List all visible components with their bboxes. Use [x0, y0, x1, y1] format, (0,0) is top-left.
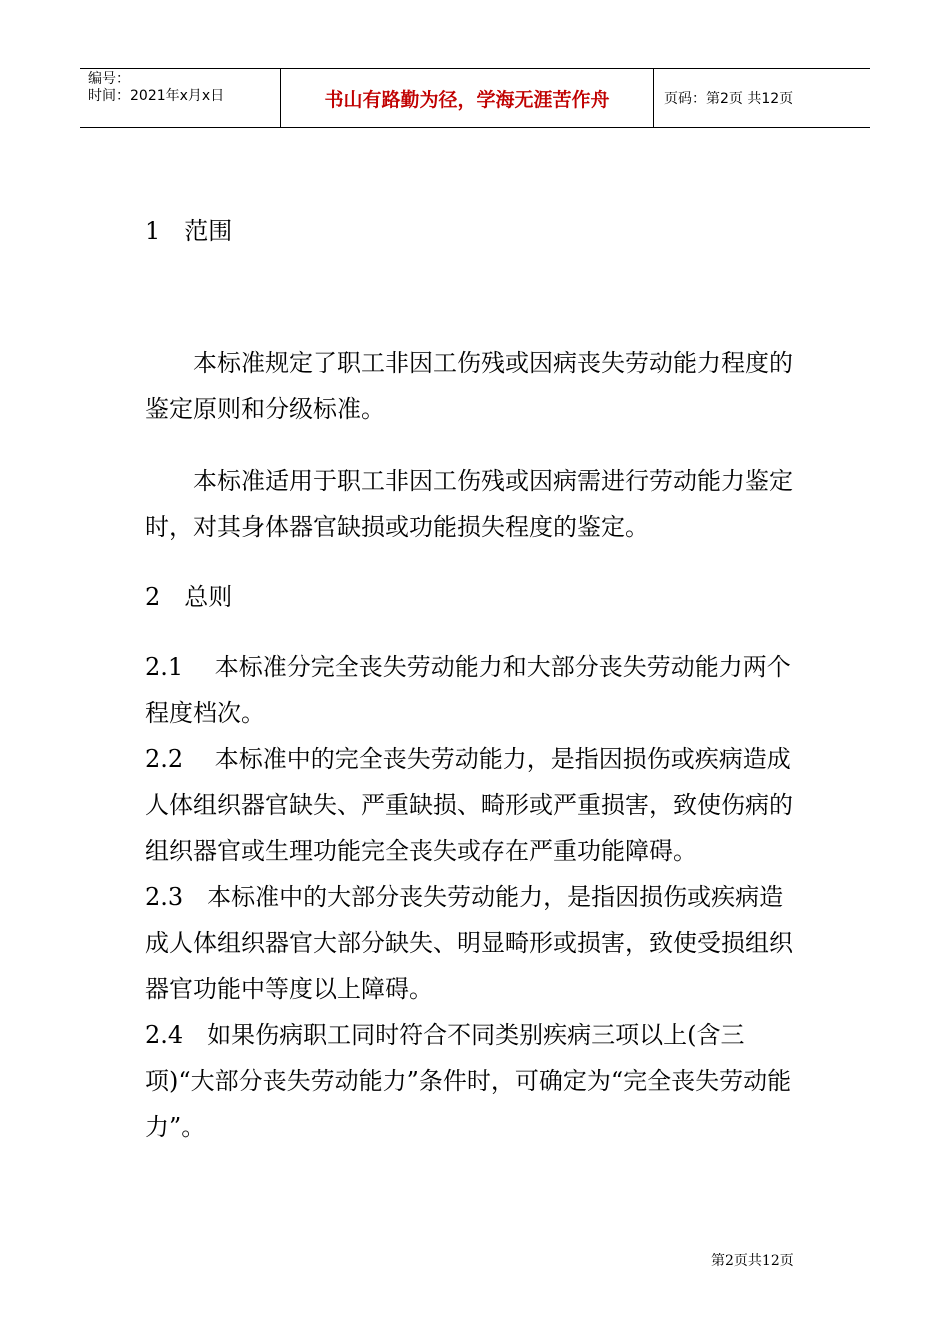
- clause-2-1: 2.1 本标准分完全丧失劳动能力和大部分丧失劳动能力两个程度档次。: [145, 653, 791, 727]
- page-footer: 第2页共12页: [711, 1253, 794, 1269]
- section-1-paragraph-2: 本标准适用于职工非因工伤残或因病需进行劳动能力鉴定时，对其身体器官缺损或功能损失程度的鉴定。: [145, 467, 793, 541]
- doc-number-label: 编号：: [88, 71, 130, 87]
- section-1-heading: 1 范围: [145, 217, 233, 245]
- page-header: [80, 68, 870, 128]
- clause-2-4: 2.4 如果伤病职工同时符合不同类别疾病三项以上(含三项)“大部分丧失劳动能力”条件时，可确定为“完全丧失劳动能力”。: [145, 1021, 792, 1141]
- clause-2-2: 2.2 本标准中的完全丧失劳动能力，是指因损伤或疾病造成人体组织器官缺失、严重缺损、畸形或严重损害，致使伤病的组织器官或生理功能完全丧失或存在严重功能障碍。: [145, 745, 793, 865]
- document-body: [145, 208, 805, 1150]
- header-page-info: 页码：第2页 共12页: [664, 91, 794, 107]
- section-1-paragraph-1: 本标准规定了职工非因工伤残或因病丧失劳动能力程度的鉴定原则和分级标准。: [145, 349, 793, 423]
- doc-time-label: 时间：2021年x月x日: [88, 88, 225, 104]
- header-meta: [80, 69, 281, 127]
- section-2-heading: 2 总则: [145, 583, 233, 611]
- clause-2-3: 2.3 本标准中的大部分丧失劳动能力，是指因损伤或疾病造成人体组织器官大部分缺失、明显畸形或损害，致使受损组织器官功能中等度以上障碍。: [145, 883, 793, 1003]
- header-motto: 书山有路勤为径，学海无涯苦作舟: [281, 69, 654, 127]
